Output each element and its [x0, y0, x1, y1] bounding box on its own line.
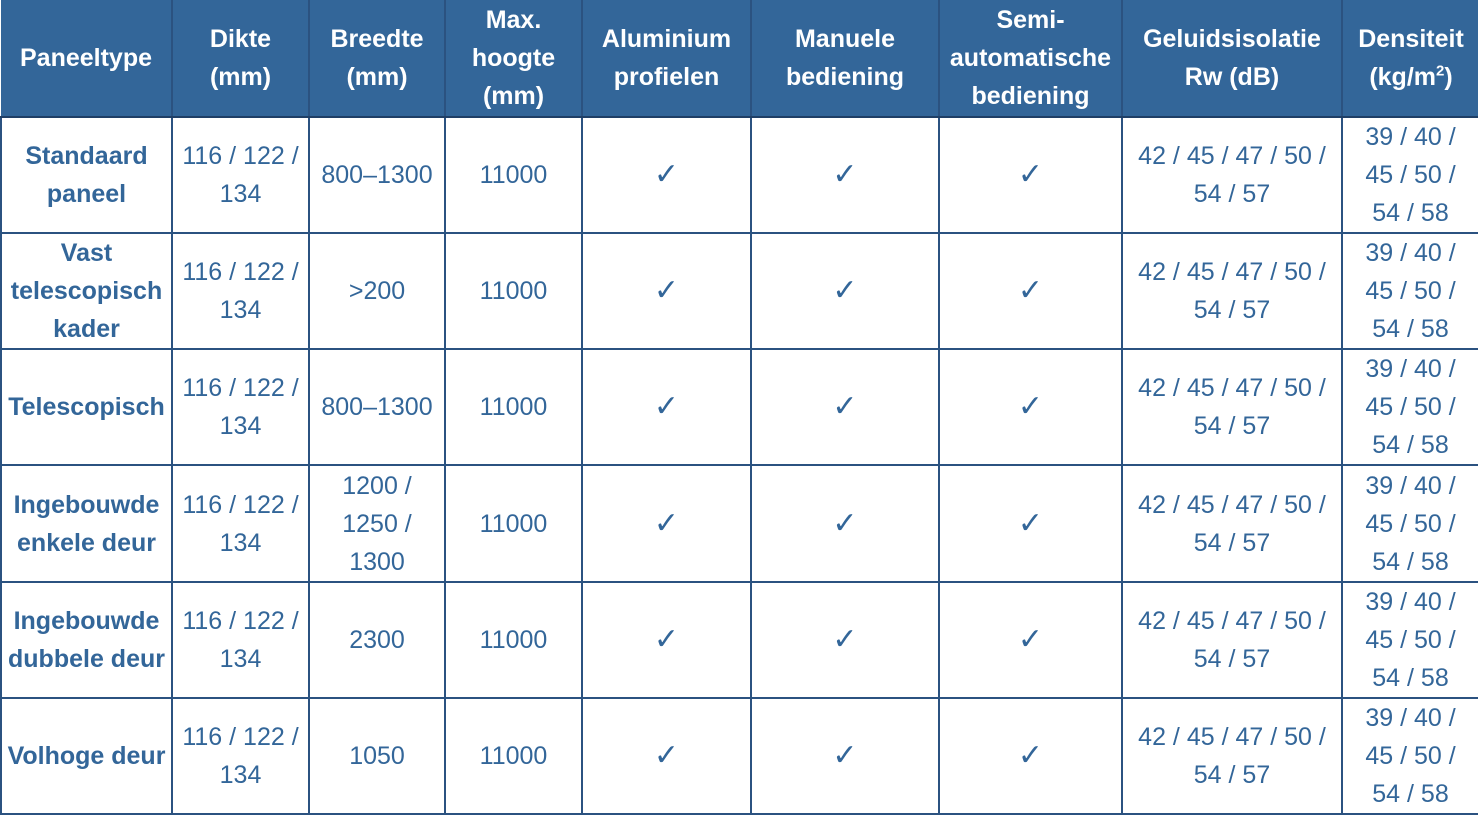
checkmark-icon: ✓	[653, 622, 680, 656]
checkmark-icon: ✓	[832, 506, 858, 540]
checkmark-icon: ✓	[832, 158, 858, 192]
cell-aluminium-profielen	[582, 465, 751, 581]
cell-aluminium-profielen	[582, 349, 751, 465]
checkmark-icon: ✓	[1017, 390, 1044, 424]
table-row	[1, 698, 1478, 814]
cell-manuele-bediening	[751, 465, 939, 581]
cell-geluidsisolatie: 42 / 45 / 47 / 50 / 54 / 57	[1122, 582, 1342, 698]
cell-max-hoogte: 11000	[445, 117, 582, 233]
header-aluminium-profielen: Aluminium profielen	[582, 0, 751, 117]
cell-dikte: 116 / 122 / 134	[172, 117, 309, 233]
cell-densiteit: 39 / 40 / 45 / 50 / 54 / 58	[1342, 349, 1478, 465]
cell-max-hoogte: 11000	[445, 582, 582, 698]
cell-breedte: >200	[309, 233, 445, 349]
checkmark-icon: ✓	[832, 622, 858, 656]
cell-manuele-bediening	[751, 233, 939, 349]
cell-semi-automatische-bediening	[939, 582, 1122, 698]
cell-densiteit: 39 / 40 / 45 / 50 / 54 / 58	[1342, 117, 1478, 233]
header-row	[1, 0, 1478, 117]
header-dikte: Dikte (mm)	[172, 0, 309, 117]
cell-dikte: 116 / 122 / 134	[172, 233, 309, 349]
header-max-hoogte: Max. hoogte (mm)	[445, 0, 582, 117]
cell-manuele-bediening	[751, 582, 939, 698]
cell-geluidsisolatie: 42 / 45 / 47 / 50 / 54 / 57	[1122, 233, 1342, 349]
cell-breedte: 800–1300	[309, 349, 445, 465]
cell-aluminium-profielen	[582, 233, 751, 349]
checkmark-icon: ✓	[1017, 738, 1044, 772]
checkmark-icon: ✓	[653, 274, 680, 308]
cell-geluidsisolatie: 42 / 45 / 47 / 50 / 54 / 57	[1122, 465, 1342, 581]
cell-paneeltype: Telescopisch	[1, 349, 172, 465]
cell-semi-automatische-bediening	[939, 349, 1122, 465]
header-manuele-bediening: Manuele bediening	[751, 0, 939, 117]
cell-breedte: 2300	[309, 582, 445, 698]
cell-max-hoogte: 11000	[445, 233, 582, 349]
cell-semi-automatische-bediening	[939, 233, 1122, 349]
cell-densiteit: 39 / 40 / 45 / 50 / 54 / 58	[1342, 233, 1478, 349]
cell-max-hoogte: 11000	[445, 465, 582, 581]
header-breedte: Breedte (mm)	[309, 0, 445, 117]
table-row	[1, 465, 1478, 581]
checkmark-icon: ✓	[1017, 622, 1044, 656]
cell-breedte: 1050	[309, 698, 445, 814]
table-row	[1, 117, 1478, 233]
cell-paneeltype: Standaard paneel	[1, 117, 172, 233]
cell-semi-automatische-bediening	[939, 465, 1122, 581]
cell-paneeltype: Vast telescopisch kader	[1, 233, 172, 349]
cell-dikte: 116 / 122 / 134	[172, 349, 309, 465]
cell-manuele-bediening	[751, 698, 939, 814]
cell-densiteit: 39 / 40 / 45 / 50 / 54 / 58	[1342, 698, 1478, 814]
checkmark-icon: ✓	[832, 390, 858, 424]
cell-semi-automatische-bediening	[939, 698, 1122, 814]
cell-densiteit: 39 / 40 / 45 / 50 / 54 / 58	[1342, 465, 1478, 581]
cell-densiteit: 39 / 40 / 45 / 50 / 54 / 58	[1342, 582, 1478, 698]
cell-max-hoogte: 11000	[445, 698, 582, 814]
header-paneeltype: Paneeltype	[1, 0, 172, 117]
cell-semi-automatische-bediening	[939, 117, 1122, 233]
header-semi-automatische-bediening: Semi- automatische bediening	[939, 0, 1122, 117]
table-row	[1, 582, 1478, 698]
cell-breedte: 800–1300	[309, 117, 445, 233]
checkmark-icon: ✓	[1017, 274, 1044, 308]
table-body	[1, 117, 1478, 814]
checkmark-icon: ✓	[653, 158, 680, 192]
cell-geluidsisolatie: 42 / 45 / 47 / 50 / 54 / 57	[1122, 117, 1342, 233]
cell-dikte: 116 / 122 / 134	[172, 465, 309, 581]
cell-dikte: 116 / 122 / 134	[172, 698, 309, 814]
cell-breedte: 1200 / 1250 / 1300	[309, 465, 445, 581]
cell-geluidsisolatie: 42 / 45 / 47 / 50 / 54 / 57	[1122, 698, 1342, 814]
checkmark-icon: ✓	[1017, 506, 1044, 540]
cell-aluminium-profielen	[582, 117, 751, 233]
header-geluidsisolatie: Geluidsisolatie Rw (dB)	[1122, 0, 1342, 117]
header-densiteit: Densiteit $(kg/m^2)$	[1342, 0, 1478, 117]
cell-paneeltype: Volhoge deur	[1, 698, 172, 814]
table-header	[1, 0, 1478, 117]
cell-manuele-bediening	[751, 117, 939, 233]
cell-aluminium-profielen	[582, 698, 751, 814]
cell-manuele-bediening	[751, 349, 939, 465]
table-row	[1, 349, 1478, 465]
checkmark-icon: ✓	[832, 738, 858, 772]
checkmark-icon: ✓	[653, 506, 680, 540]
checkmark-icon: ✓	[832, 274, 858, 308]
cell-geluidsisolatie: 42 / 45 / 47 / 50 / 54 / 57	[1122, 349, 1342, 465]
checkmark-icon: ✓	[1017, 158, 1044, 192]
checkmark-icon: ✓	[653, 738, 680, 772]
table-row	[1, 233, 1478, 349]
checkmark-icon: ✓	[653, 390, 680, 424]
cell-aluminium-profielen	[582, 582, 751, 698]
cell-dikte: 116 / 122 / 134	[172, 582, 309, 698]
cell-paneeltype: Ingebouwde dubbele deur	[1, 582, 172, 698]
cell-max-hoogte: 11000	[445, 349, 582, 465]
cell-paneeltype: Ingebouwde enkele deur	[1, 465, 172, 581]
